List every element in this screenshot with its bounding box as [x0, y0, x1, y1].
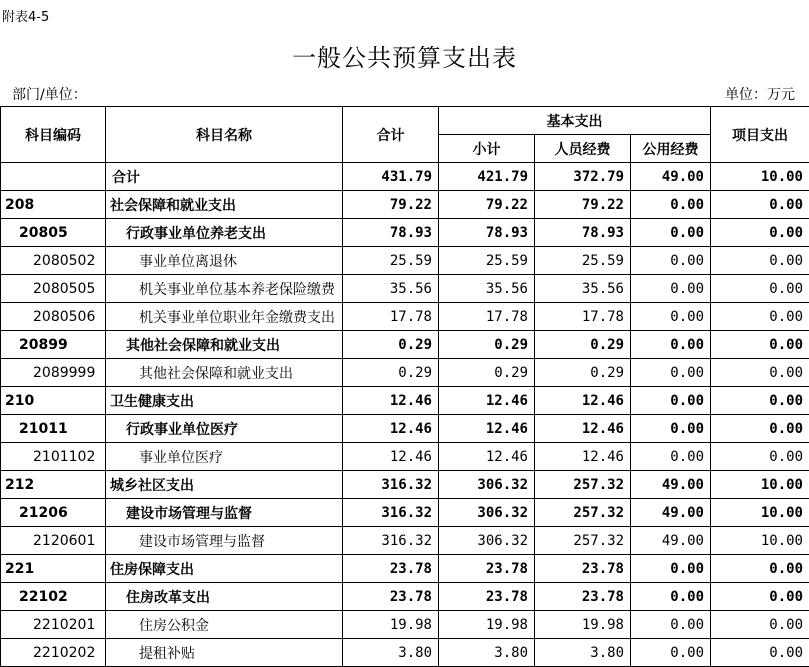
- cell-project: 0.00: [711, 583, 809, 611]
- cell-total: 0.29: [343, 359, 439, 387]
- table-row: [1, 583, 809, 611]
- cell-name: 合计: [106, 163, 343, 191]
- header-personnel: 人员经费: [535, 135, 631, 163]
- cell-personnel: 0.29: [535, 359, 631, 387]
- cell-public: 49.00: [631, 499, 711, 527]
- table-row: [1, 303, 809, 331]
- cell-project: 0.00: [711, 555, 809, 583]
- cell-total: 3.80: [343, 639, 439, 667]
- cell-subtotal: 12.46: [439, 443, 535, 471]
- cell-name: 城乡社区支出: [106, 471, 343, 499]
- cell-total: 35.56: [343, 275, 439, 303]
- cell-code: 2120601: [1, 527, 106, 555]
- cell-name: 住房改革支出: [106, 583, 343, 611]
- cell-total: 19.98: [343, 611, 439, 639]
- cell-public: 0.00: [631, 331, 711, 359]
- cell-public: 0.00: [631, 303, 711, 331]
- cell-total: 12.46: [343, 415, 439, 443]
- table-body: [1, 163, 809, 667]
- page-title: 一般公共预算支出表: [292, 44, 517, 72]
- cell-total: 23.78: [343, 583, 439, 611]
- cell-public: 0.00: [631, 611, 711, 639]
- cell-subtotal: 306.32: [439, 499, 535, 527]
- cell-subtotal: 35.56: [439, 275, 535, 303]
- cell-subtotal: 0.29: [439, 359, 535, 387]
- cell-total: 23.78: [343, 555, 439, 583]
- cell-code: 2210202: [1, 639, 106, 667]
- cell-code: 2089999: [1, 359, 106, 387]
- cell-name: 其他社会保障和就业支出: [106, 331, 343, 359]
- cell-code: 20899: [1, 331, 106, 359]
- cell-total: 25.59: [343, 247, 439, 275]
- cell-personnel: 78.93: [535, 219, 631, 247]
- cell-subtotal: 421.79: [439, 163, 535, 191]
- department-label: 部门/单位：: [12, 87, 87, 103]
- cell-subtotal: 79.22: [439, 191, 535, 219]
- header-project: 项目支出: [711, 107, 809, 163]
- cell-total: 17.78: [343, 303, 439, 331]
- cell-total: 79.22: [343, 191, 439, 219]
- cell-project: 10.00: [711, 163, 809, 191]
- table-row: [1, 443, 809, 471]
- cell-name: 社会保障和就业支出: [106, 191, 343, 219]
- cell-project: 0.00: [711, 639, 809, 667]
- cell-code: 22102: [1, 583, 106, 611]
- cell-project: 0.00: [711, 191, 809, 219]
- cell-code: 21011: [1, 415, 106, 443]
- cell-code: 21206: [1, 499, 106, 527]
- cell-public: 0.00: [631, 387, 711, 415]
- cell-project: 0.00: [711, 443, 809, 471]
- cell-project: 10.00: [711, 499, 809, 527]
- cell-subtotal: 78.93: [439, 219, 535, 247]
- budget-table: [0, 106, 809, 667]
- cell-project: 0.00: [711, 415, 809, 443]
- cell-personnel: 25.59: [535, 247, 631, 275]
- table-row: [1, 555, 809, 583]
- cell-personnel: 17.78: [535, 303, 631, 331]
- cell-project: 0.00: [711, 387, 809, 415]
- annex-label: 附表4-5: [2, 10, 50, 25]
- header-code: 科目编码: [1, 107, 106, 163]
- cell-project: 0.00: [711, 303, 809, 331]
- cell-subtotal: 0.29: [439, 331, 535, 359]
- cell-name: 行政事业单位医疗: [106, 415, 343, 443]
- cell-project: 0.00: [711, 611, 809, 639]
- cell-personnel: 23.78: [535, 555, 631, 583]
- header-total: 合计: [343, 107, 439, 163]
- cell-total: 316.32: [343, 471, 439, 499]
- table-row: [1, 527, 809, 555]
- table-row: [1, 331, 809, 359]
- cell-public: 0.00: [631, 275, 711, 303]
- cell-personnel: 12.46: [535, 387, 631, 415]
- header-basic: 基本支出: [439, 107, 711, 135]
- cell-subtotal: 25.59: [439, 247, 535, 275]
- header-public: 公用经费: [631, 135, 711, 163]
- cell-total: 12.46: [343, 443, 439, 471]
- cell-public: 0.00: [631, 359, 711, 387]
- cell-name: 其他社会保障和就业支出: [106, 359, 343, 387]
- cell-subtotal: 306.32: [439, 527, 535, 555]
- table-row: [1, 471, 809, 499]
- cell-project: 0.00: [711, 219, 809, 247]
- cell-code: 2101102: [1, 443, 106, 471]
- cell-project: 10.00: [711, 471, 809, 499]
- table-row: [1, 275, 809, 303]
- cell-public: 0.00: [631, 639, 711, 667]
- cell-personnel: 372.79: [535, 163, 631, 191]
- cell-name: 事业单位离退休: [106, 247, 343, 275]
- cell-total: 431.79: [343, 163, 439, 191]
- cell-subtotal: 12.46: [439, 415, 535, 443]
- cell-code: 212: [1, 471, 106, 499]
- cell-public: 0.00: [631, 219, 711, 247]
- table-row: [1, 611, 809, 639]
- cell-project: 0.00: [711, 247, 809, 275]
- cell-name: 机关事业单位职业年金缴费支出: [106, 303, 343, 331]
- cell-name: 行政事业单位养老支出: [106, 219, 343, 247]
- cell-name: 住房公积金: [106, 611, 343, 639]
- cell-personnel: 257.32: [535, 527, 631, 555]
- cell-public: 0.00: [631, 247, 711, 275]
- cell-name: 提租补贴: [106, 639, 343, 667]
- cell-total: 78.93: [343, 219, 439, 247]
- cell-code: 221: [1, 555, 106, 583]
- cell-personnel: 0.29: [535, 331, 631, 359]
- cell-total: 316.32: [343, 527, 439, 555]
- cell-personnel: 257.32: [535, 471, 631, 499]
- cell-project: 0.00: [711, 331, 809, 359]
- cell-public: 0.00: [631, 555, 711, 583]
- cell-subtotal: 306.32: [439, 471, 535, 499]
- cell-personnel: 23.78: [535, 583, 631, 611]
- cell-subtotal: 19.98: [439, 611, 535, 639]
- cell-name: 事业单位医疗: [106, 443, 343, 471]
- cell-code: 2210201: [1, 611, 106, 639]
- cell-public: 0.00: [631, 583, 711, 611]
- table-row: [1, 247, 809, 275]
- cell-subtotal: 12.46: [439, 387, 535, 415]
- header-name: 科目名称: [106, 107, 343, 163]
- cell-code: 2080502: [1, 247, 106, 275]
- cell-code: 2080506: [1, 303, 106, 331]
- cell-code: [1, 163, 106, 191]
- cell-total: 0.29: [343, 331, 439, 359]
- cell-public: 49.00: [631, 527, 711, 555]
- cell-public: 0.00: [631, 415, 711, 443]
- cell-code: 2080505: [1, 275, 106, 303]
- table-row: [1, 191, 809, 219]
- cell-code: 210: [1, 387, 106, 415]
- cell-name: 机关事业单位基本养老保险缴费: [106, 275, 343, 303]
- header-subtotal: 小计: [439, 135, 535, 163]
- cell-project: 0.00: [711, 359, 809, 387]
- cell-subtotal: 23.78: [439, 583, 535, 611]
- table-row: [1, 219, 809, 247]
- cell-code: 208: [1, 191, 106, 219]
- cell-code: 20805: [1, 219, 106, 247]
- cell-total: 12.46: [343, 387, 439, 415]
- cell-subtotal: 23.78: [439, 555, 535, 583]
- cell-project: 0.00: [711, 275, 809, 303]
- cell-name: 住房保障支出: [106, 555, 343, 583]
- cell-personnel: 12.46: [535, 415, 631, 443]
- cell-personnel: 3.80: [535, 639, 631, 667]
- unit-label: 单位：万元: [725, 87, 795, 103]
- cell-name: 建设市场管理与监督: [106, 527, 343, 555]
- cell-public: 49.00: [631, 163, 711, 191]
- cell-total: 316.32: [343, 499, 439, 527]
- cell-public: 0.00: [631, 443, 711, 471]
- cell-public: 0.00: [631, 191, 711, 219]
- cell-personnel: 79.22: [535, 191, 631, 219]
- table-row: [1, 499, 809, 527]
- cell-name: 建设市场管理与监督: [106, 499, 343, 527]
- cell-personnel: 19.98: [535, 611, 631, 639]
- cell-public: 49.00: [631, 471, 711, 499]
- cell-subtotal: 17.78: [439, 303, 535, 331]
- cell-personnel: 35.56: [535, 275, 631, 303]
- cell-name: 卫生健康支出: [106, 387, 343, 415]
- table-row: [1, 387, 809, 415]
- cell-personnel: 12.46: [535, 443, 631, 471]
- table-row: [1, 163, 809, 191]
- table-row: [1, 359, 809, 387]
- cell-subtotal: 3.80: [439, 639, 535, 667]
- table-row: [1, 415, 809, 443]
- table-row: [1, 639, 809, 667]
- cell-project: 10.00: [711, 527, 809, 555]
- cell-personnel: 257.32: [535, 499, 631, 527]
